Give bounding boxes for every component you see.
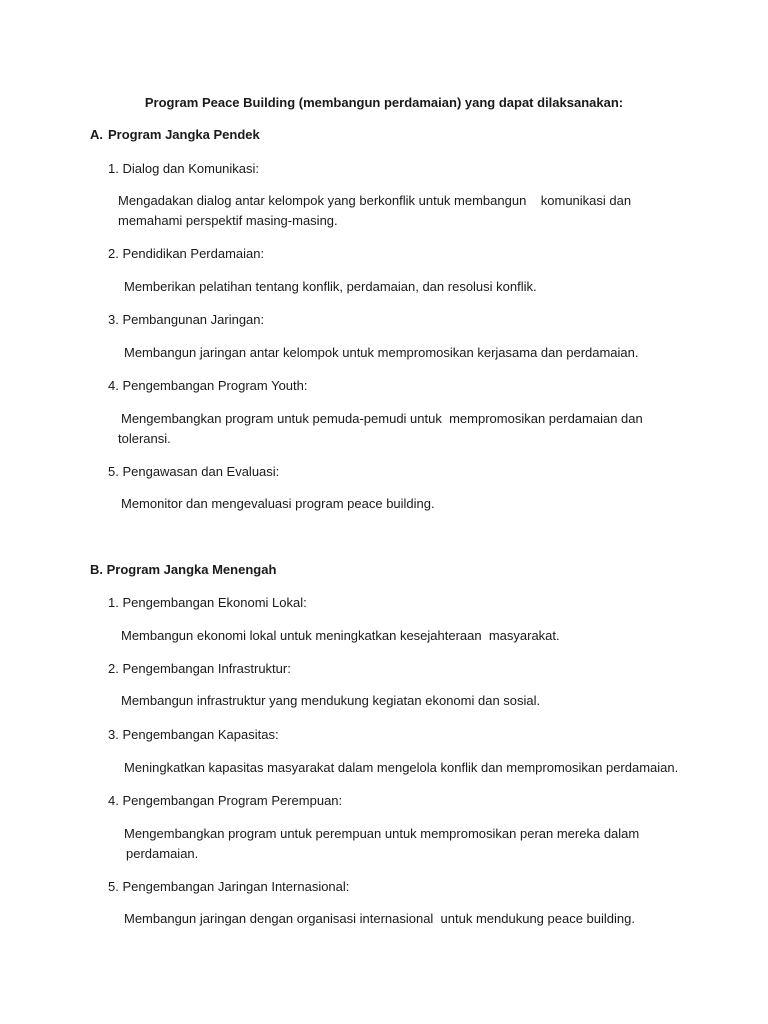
list-item-label: 2. Pendidikan Perdamaian: (108, 246, 265, 261)
list-item-label: 3. Pengembangan Kapasitas: (108, 727, 279, 742)
list-item-label: 4. Pengembangan Program Perempuan: (108, 793, 343, 808)
list-item-description: perdamaian. (126, 846, 199, 861)
list-item-label: 5. Pengembangan Jaringan Internasional: (108, 879, 350, 894)
section-b-heading: B. Program Jangka Menengah (90, 562, 277, 577)
list-item-description: Membangun infrastruktur yang mendukung kegiatan ekonomi dan sosial. (121, 693, 541, 708)
list-item-label: 5. Pengawasan dan Evaluasi: (108, 464, 280, 479)
list-item-label: 4. Pengembangan Program Youth: (108, 378, 308, 393)
list-item-description: Mengembangkan program untuk pemuda-pemudi untuk mempromosikan perdamaian dan (121, 411, 643, 426)
list-item-description: toleransi. (118, 431, 171, 446)
list-item-label: 1. Dialog dan Komunikasi: (108, 161, 260, 176)
list-item-description: Memberikan pelatihan tentang konflik, perdamaian, dan resolusi konflik. (124, 279, 537, 294)
list-item-description: Membangun jaringan antar kelompok untuk mempromosikan kerjasama dan perdamaian. (124, 345, 639, 360)
list-item-label: 2. Pengembangan Infrastruktur: (108, 661, 291, 676)
list-item-label: 3. Pembangunan Jaringan: (108, 312, 265, 327)
list-item-description: Membangun jaringan dengan organisasi internasional untuk mendukung peace building. (124, 911, 635, 926)
document-title: Program Peace Building (membangun perdamaian) yang dapat dilaksanakan: (144, 95, 624, 110)
list-item-description: Meningkatkan kapasitas masyarakat dalam mengelola konflik dan mempromosikan perdamaian. (124, 760, 679, 775)
list-item-description: Membangun ekonomi lokal untuk meningkatkan kesejahteraan masyarakat. (121, 628, 560, 643)
section-a-marker: A. (90, 127, 103, 142)
list-item-description: memahami perspektif masing-masing. (118, 213, 338, 228)
list-item-description: Mengadakan dialog antar kelompok yang berkonflik untuk membangun komunikasi dan (118, 193, 632, 208)
list-item-description: Mengembangkan program untuk perempuan untuk mempromosikan peran mereka dalam (124, 826, 640, 841)
list-item-description: Memonitor dan mengevaluasi program peace building. (121, 496, 435, 511)
list-item-label: 1. Pengembangan Ekonomi Lokal: (108, 595, 307, 610)
section-a-heading: Program Jangka Pendek (108, 127, 260, 142)
